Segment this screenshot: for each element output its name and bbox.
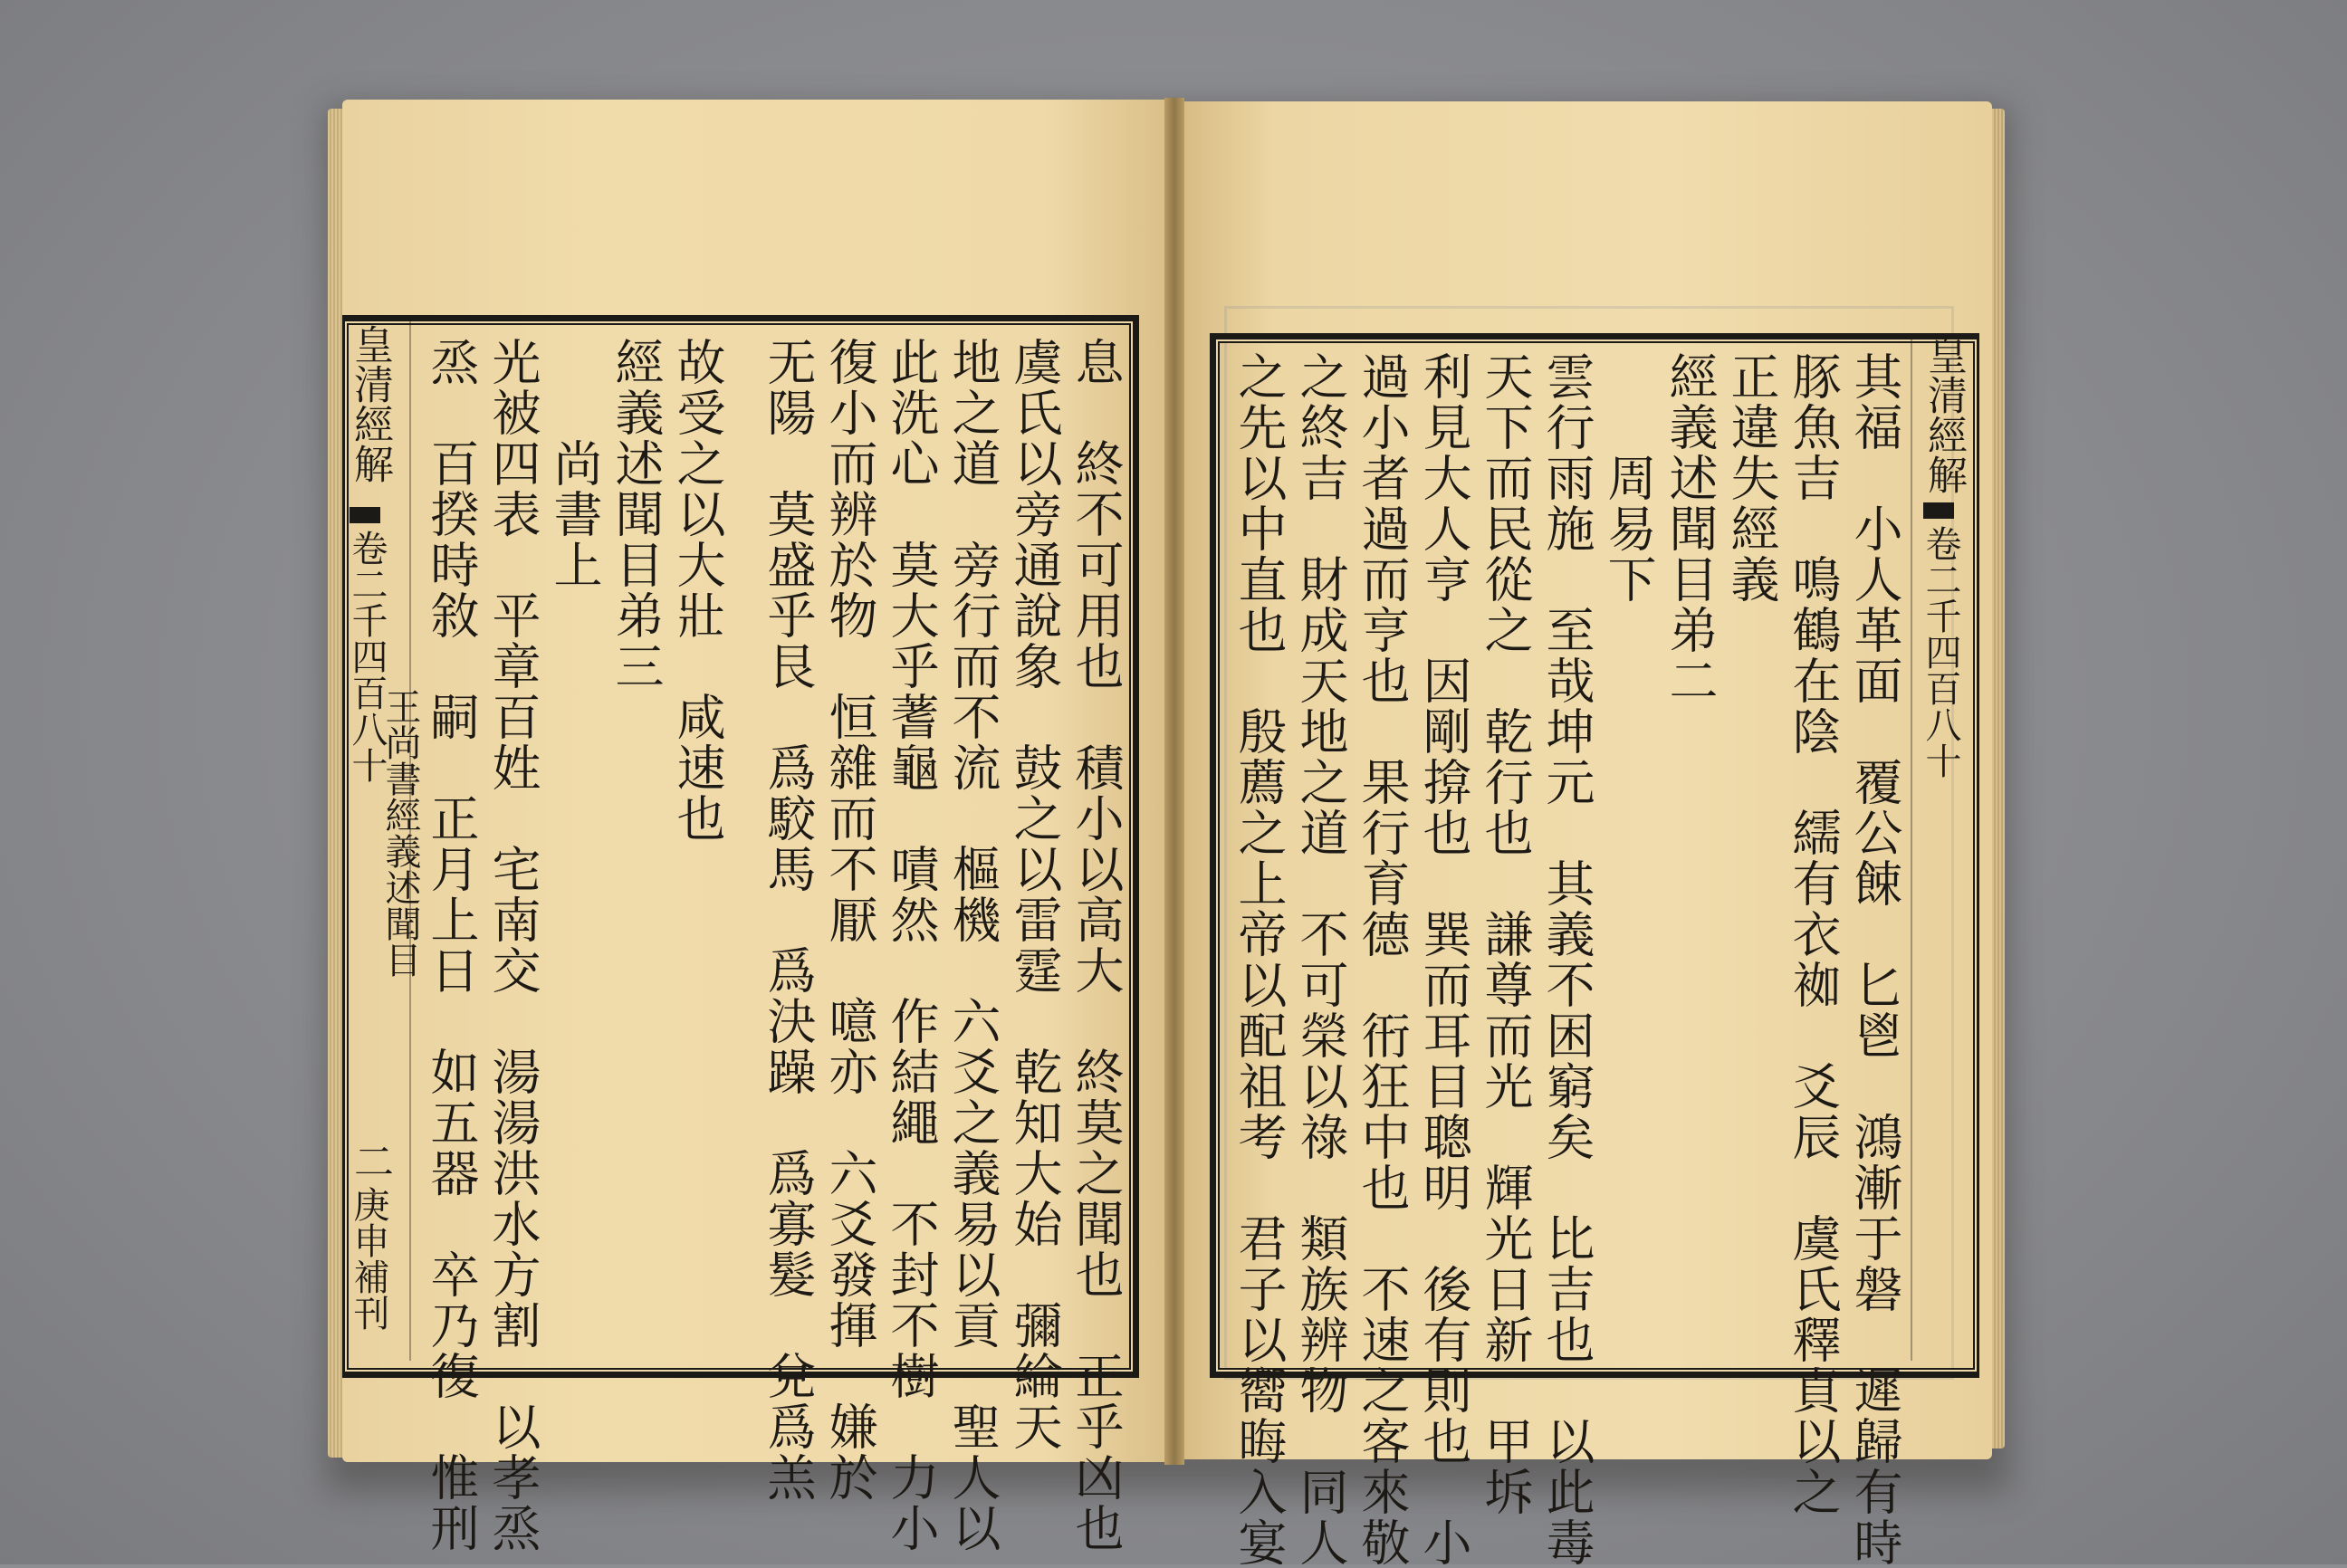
right-col-11: 之先以中直也 殷薦之上帝以配祖考 君子以嚮晦入宴 (1231, 351, 1288, 1568)
left-col-7: 故受之以大壯 咸速也 (669, 337, 726, 844)
column-rule (409, 321, 411, 1361)
left-margin-volume: 卷二千四百八十 (346, 530, 388, 783)
left-section-heading: 經義述聞目弟三 (608, 337, 665, 692)
right-subheading: 周易下 (1600, 351, 1657, 605)
left-col-3: 地之道 旁行而不流 樞機 六爻之義易以貢 聖人以 (944, 337, 1001, 1554)
right-margin-title: 皇清經解 (1921, 335, 1967, 494)
right-col-9: 過小者過而亨也 果行育德 衎狂中也 不速之客來敬 (1354, 351, 1411, 1568)
right-col-7: 天下而民從之 乾行也 謙尊而光 輝光日新 甲坼 (1477, 351, 1534, 1517)
left-col-1: 息 終不可用也 積小以高大 終莫之聞也 正乎凶也 (1068, 337, 1125, 1554)
left-margin-work-title: 王尚書經義述聞目 (379, 688, 421, 978)
left-margin-page-number: 二 (347, 1141, 393, 1181)
right-col-6: 雲行雨施 至哉坤元 其義不困窮矣 比吉也 以此毒 (1538, 351, 1595, 1568)
right-col-2: 豚魚吉 鳴鶴在陰 繻有衣袽 爻辰 虞氏釋貞以之 (1785, 351, 1842, 1517)
book-spine-gutter (1164, 98, 1184, 1465)
right-col-10: 之終吉 財成天地之道 不可榮以祿 類族辨物 同人 (1292, 351, 1349, 1568)
left-col-10: 光被四表 平章百姓 宅南交 湯湯洪水方割 以孝烝 (484, 337, 541, 1554)
left-col-2: 虞氏以旁通說象 鼓之以雷霆 乾知大始 彌綸天 (1006, 337, 1063, 1452)
left-col-11: 烝 百揆時敘 嗣 正月上日 如五器 卒乃復 惟刑 (423, 337, 480, 1554)
left-col-6: 无陽 莫盛乎艮 爲駮馬 爲決躁 爲寡髮 兌爲羔 (760, 337, 817, 1503)
left-col-4: 此洗心 莫大乎蓍龜 嘖然 作結繩 不封不樹 力小 (883, 337, 940, 1554)
fishtail-mark (350, 507, 380, 523)
right-col-1: 其福 小人革面 覆公餗 匕鬯 鴻漸于磐 遲歸有時 (1846, 351, 1903, 1568)
left-margin-title: 皇清經解 (347, 324, 393, 483)
right-section-heading: 經義述聞目弟二 (1662, 351, 1719, 706)
right-col-3: 正違失經義 (1723, 351, 1780, 605)
left-margin-note: 庚申補刊 (348, 1186, 389, 1331)
left-subheading: 尚書上 (546, 337, 603, 590)
column-rule (1911, 339, 1912, 1361)
right-col-8: 利見大人亨 因剛揜也 巽而耳目聰明 後有則也 小 (1415, 351, 1472, 1568)
fishtail-mark (1923, 502, 1954, 519)
right-margin-volume: 卷二千四百八十 (1920, 525, 1961, 779)
left-col-5: 復小而辨於物 恒雜而不厭 噫亦 六爻發揮 嫌於 (821, 337, 878, 1503)
